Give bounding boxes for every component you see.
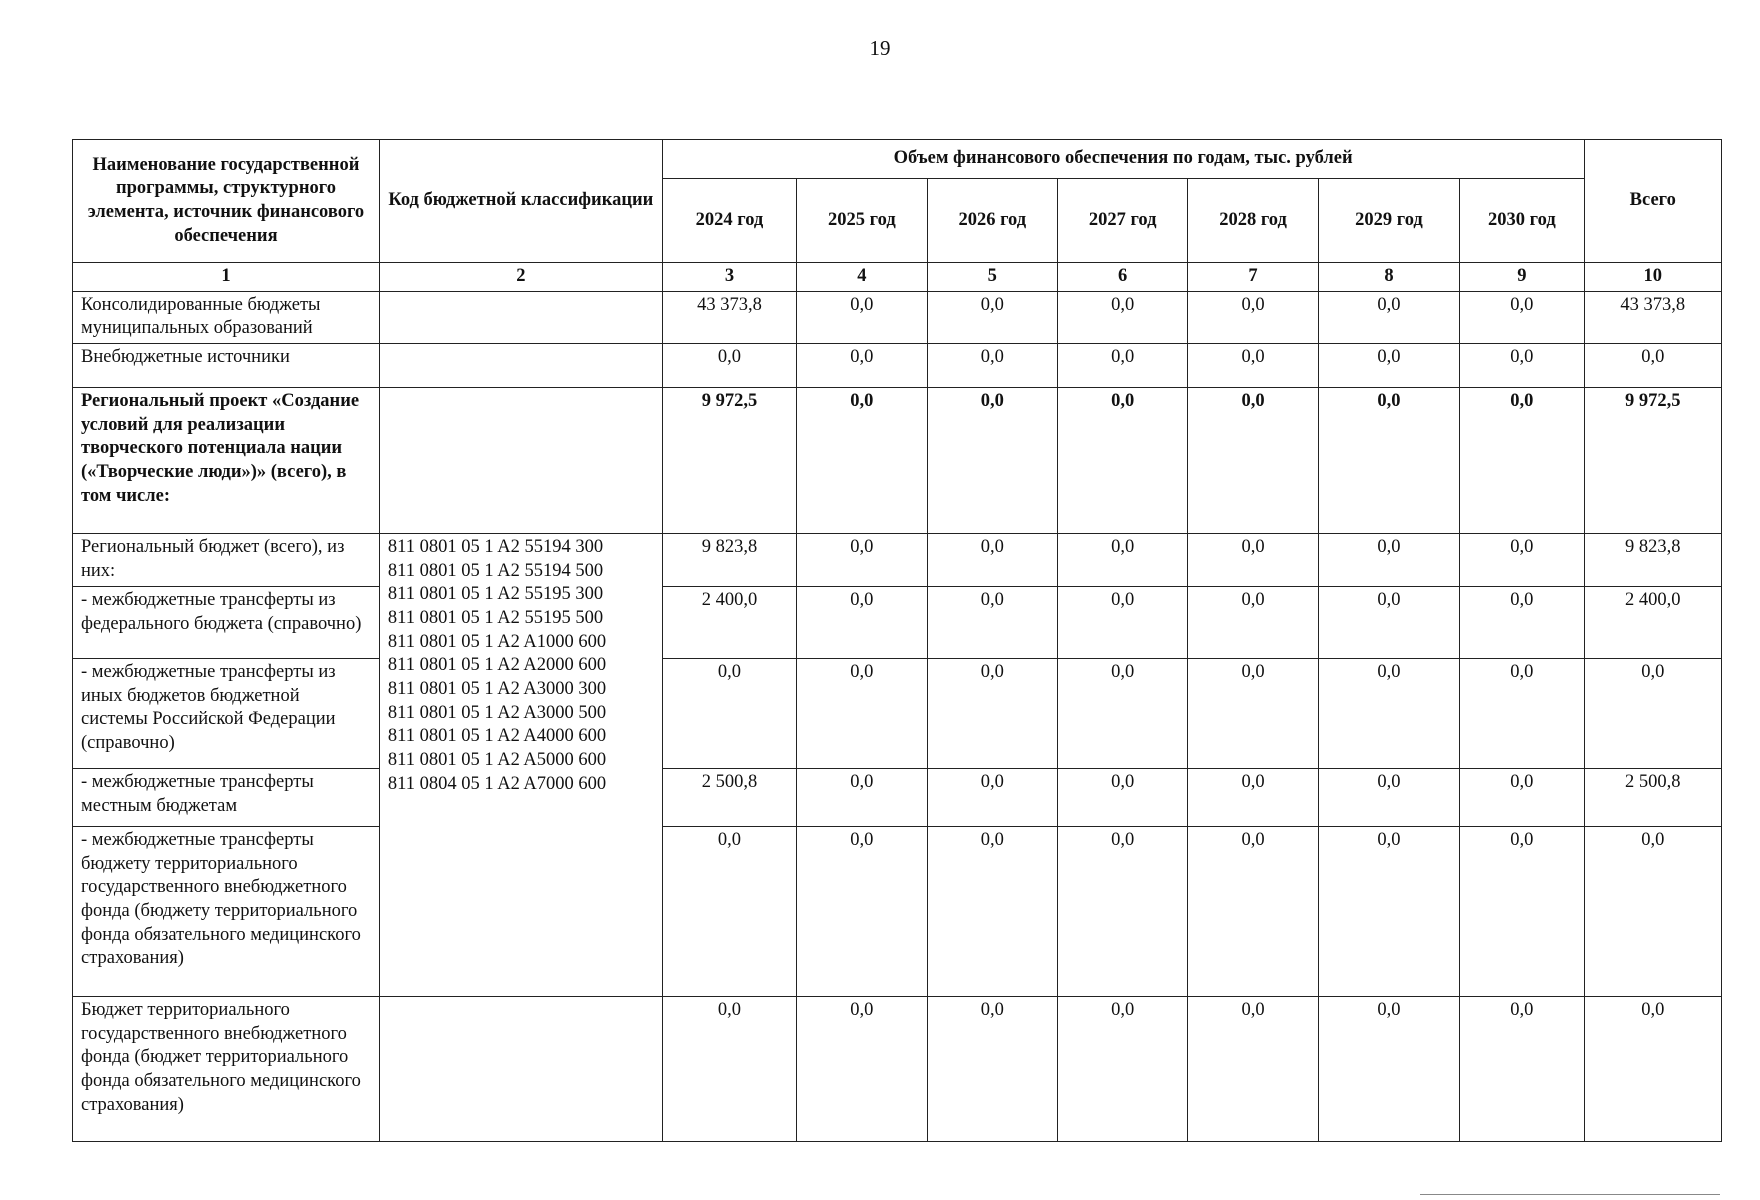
total-cell: 9 823,8 (1584, 534, 1721, 587)
value-cell: 0,0 (1460, 659, 1584, 769)
value-cell: 0,0 (662, 659, 796, 769)
column-index: 2 (379, 263, 662, 292)
value-cell: 0,0 (927, 769, 1057, 827)
budget-code: 811 0801 05 1 A2 55194 500 (387, 560, 604, 581)
financing-table (72, 139, 1722, 1142)
budget-code: 811 0801 05 1 A2 55195 300 (387, 584, 604, 605)
value-cell: 0,0 (1057, 769, 1187, 827)
value-cell: 0,0 (1188, 769, 1318, 827)
table-row (73, 659, 1722, 769)
budget-code: 811 0801 05 1 A2 55194 300 (387, 537, 604, 558)
value-cell: 0,0 (797, 587, 927, 659)
header-year: 2024 год (662, 179, 796, 263)
column-index: 7 (1188, 263, 1318, 292)
value-cell: 0,0 (1057, 344, 1187, 388)
value-cell: 0,0 (1460, 344, 1584, 388)
value-cell: 0,0 (1188, 388, 1318, 534)
column-index: 6 (1057, 263, 1187, 292)
row-name: - межбюджетные трансферты из федерального бюджета (справочно) (73, 587, 380, 659)
total-cell: 2 400,0 (1584, 587, 1721, 659)
table-row (73, 769, 1722, 827)
value-cell: 0,0 (662, 997, 796, 1142)
value-cell: 0,0 (1318, 344, 1459, 388)
value-cell: 0,0 (927, 534, 1057, 587)
value-cell: 0,0 (1057, 587, 1187, 659)
header-year: 2027 год (1057, 179, 1187, 263)
total-cell: 2 500,8 (1584, 769, 1721, 827)
value-cell: 0,0 (1318, 997, 1459, 1142)
value-cell: 2 500,8 (662, 769, 796, 827)
header-total: Всего (1584, 140, 1721, 263)
budget-code: 811 0801 05 1 A2 A3000 500 (387, 702, 607, 723)
table-row (73, 344, 1722, 388)
value-cell: 0,0 (797, 291, 927, 343)
row-name: - межбюджетные трансферты из иных бюджетов бюджетной системы Российской Федерации (справочно) (73, 659, 380, 769)
value-cell: 0,0 (797, 769, 927, 827)
value-cell: 0,0 (797, 344, 927, 388)
total-cell: 9 972,5 (1584, 388, 1721, 534)
value-cell: 0,0 (927, 997, 1057, 1142)
value-cell: 0,0 (1057, 388, 1187, 534)
column-index: 8 (1318, 263, 1459, 292)
value-cell: 0,0 (797, 997, 927, 1142)
value-cell: 0,0 (1460, 388, 1584, 534)
row-name: - межбюджетные трансферты местным бюджетам (73, 769, 380, 827)
budget-code: 811 0801 05 1 A2 A3000 300 (387, 679, 607, 700)
value-cell: 0,0 (927, 344, 1057, 388)
scan-artifact-line (1420, 1194, 1720, 1195)
row-name: - межбюджетные трансферты бюджету территориального государственного внебюджетного фонда (бюджету территориального фонда обязательного медицинского страхования) (73, 827, 380, 997)
table-row (73, 587, 1722, 659)
header-code: Код бюджетной классификации (379, 140, 662, 263)
value-cell: 0,0 (1460, 291, 1584, 343)
value-cell: 0,0 (1057, 291, 1187, 343)
column-index: 5 (927, 263, 1057, 292)
budget-code: 811 0801 05 1 A2 A5000 600 (387, 750, 607, 771)
value-cell: 0,0 (1188, 344, 1318, 388)
value-cell: 0,0 (1318, 587, 1459, 659)
total-cell: 0,0 (1584, 827, 1721, 997)
value-cell: 9 972,5 (662, 388, 796, 534)
value-cell: 0,0 (1188, 827, 1318, 997)
total-cell: 43 373,8 (1584, 291, 1721, 343)
header-year: 2029 год (1318, 179, 1459, 263)
value-cell: 0,0 (1318, 659, 1459, 769)
total-cell: 0,0 (1584, 344, 1721, 388)
value-cell: 0,0 (1460, 769, 1584, 827)
table-row (73, 534, 1722, 587)
value-cell: 0,0 (1188, 997, 1318, 1142)
row-name: Бюджет территориального государственного внебюджетного фонда (бюджет территориального фонда обязательного медицинского страхования) (73, 997, 380, 1142)
value-cell: 0,0 (927, 587, 1057, 659)
value-cell: 0,0 (797, 827, 927, 997)
value-cell: 0,0 (1057, 997, 1187, 1142)
value-cell: 0,0 (1460, 827, 1584, 997)
header-year: 2025 год (797, 179, 927, 263)
header-year: 2026 год (927, 179, 1057, 263)
header-year: 2030 год (1460, 179, 1584, 263)
header-group-title: Объем финансового обеспечения по годам, тыс. рублей (662, 140, 1584, 179)
value-cell: 0,0 (797, 534, 927, 587)
row-name: Региональный проект «Создание условий для реализации творческого потенциала нации («Творческие люди»)» (всего), в том числе: (73, 388, 380, 534)
value-cell: 0,0 (797, 388, 927, 534)
row-code (379, 344, 662, 388)
header-year: 2028 год (1188, 179, 1318, 263)
value-cell: 0,0 (1057, 534, 1187, 587)
budget-codes-list (388, 536, 654, 796)
value-cell: 0,0 (662, 344, 796, 388)
budget-code: 811 0801 05 1 A2 55195 500 (387, 608, 604, 629)
table-row (73, 997, 1722, 1142)
column-index: 1 (73, 263, 380, 292)
row-name: Региональный бюджет (всего), из них: (73, 534, 380, 587)
value-cell: 0,0 (1318, 388, 1459, 534)
value-cell: 0,0 (1188, 659, 1318, 769)
column-index: 10 (1584, 263, 1721, 292)
value-cell: 9 823,8 (662, 534, 796, 587)
row-name: Внебюджетные источники (73, 344, 380, 388)
value-cell: 0,0 (1460, 587, 1584, 659)
budget-code: 811 0801 05 1 A2 A1000 600 (387, 631, 607, 652)
total-cell: 0,0 (1584, 659, 1721, 769)
column-index: 9 (1460, 263, 1584, 292)
row-code (379, 997, 662, 1142)
value-cell: 0,0 (797, 659, 927, 769)
value-cell: 0,0 (1188, 534, 1318, 587)
value-cell: 0,0 (662, 827, 796, 997)
header-name: Наименование государственной программы, структурного элемента, источник финансового обеспечения (73, 140, 380, 263)
row-code (379, 388, 662, 534)
value-cell: 0,0 (927, 291, 1057, 343)
value-cell: 43 373,8 (662, 291, 796, 343)
value-cell: 0,0 (927, 659, 1057, 769)
value-cell: 0,0 (1057, 827, 1187, 997)
row-code (379, 291, 662, 343)
value-cell: 0,0 (1057, 659, 1187, 769)
table-row (73, 291, 1722, 343)
value-cell: 0,0 (1318, 534, 1459, 587)
budget-code: 811 0801 05 1 A2 A2000 600 (387, 655, 607, 676)
value-cell: 0,0 (1188, 587, 1318, 659)
table-row (73, 827, 1722, 997)
budget-codes-cell (379, 534, 662, 997)
value-cell: 0,0 (1318, 827, 1459, 997)
total-cell: 0,0 (1584, 997, 1721, 1142)
budget-code: 811 0804 05 1 A2 A7000 600 (387, 773, 607, 794)
value-cell: 2 400,0 (662, 587, 796, 659)
value-cell: 0,0 (1460, 534, 1584, 587)
page-number: 19 (869, 36, 891, 60)
value-cell: 0,0 (1188, 291, 1318, 343)
row-name: Консолидированные бюджеты муниципальных образований (73, 291, 380, 343)
value-cell: 0,0 (927, 388, 1057, 534)
table-row (73, 388, 1722, 534)
value-cell: 0,0 (927, 827, 1057, 997)
value-cell: 0,0 (1318, 769, 1459, 827)
value-cell: 0,0 (1460, 997, 1584, 1142)
column-index: 4 (797, 263, 927, 292)
column-index: 3 (662, 263, 796, 292)
value-cell: 0,0 (1318, 291, 1459, 343)
budget-code: 811 0801 05 1 A2 A4000 600 (387, 726, 607, 747)
